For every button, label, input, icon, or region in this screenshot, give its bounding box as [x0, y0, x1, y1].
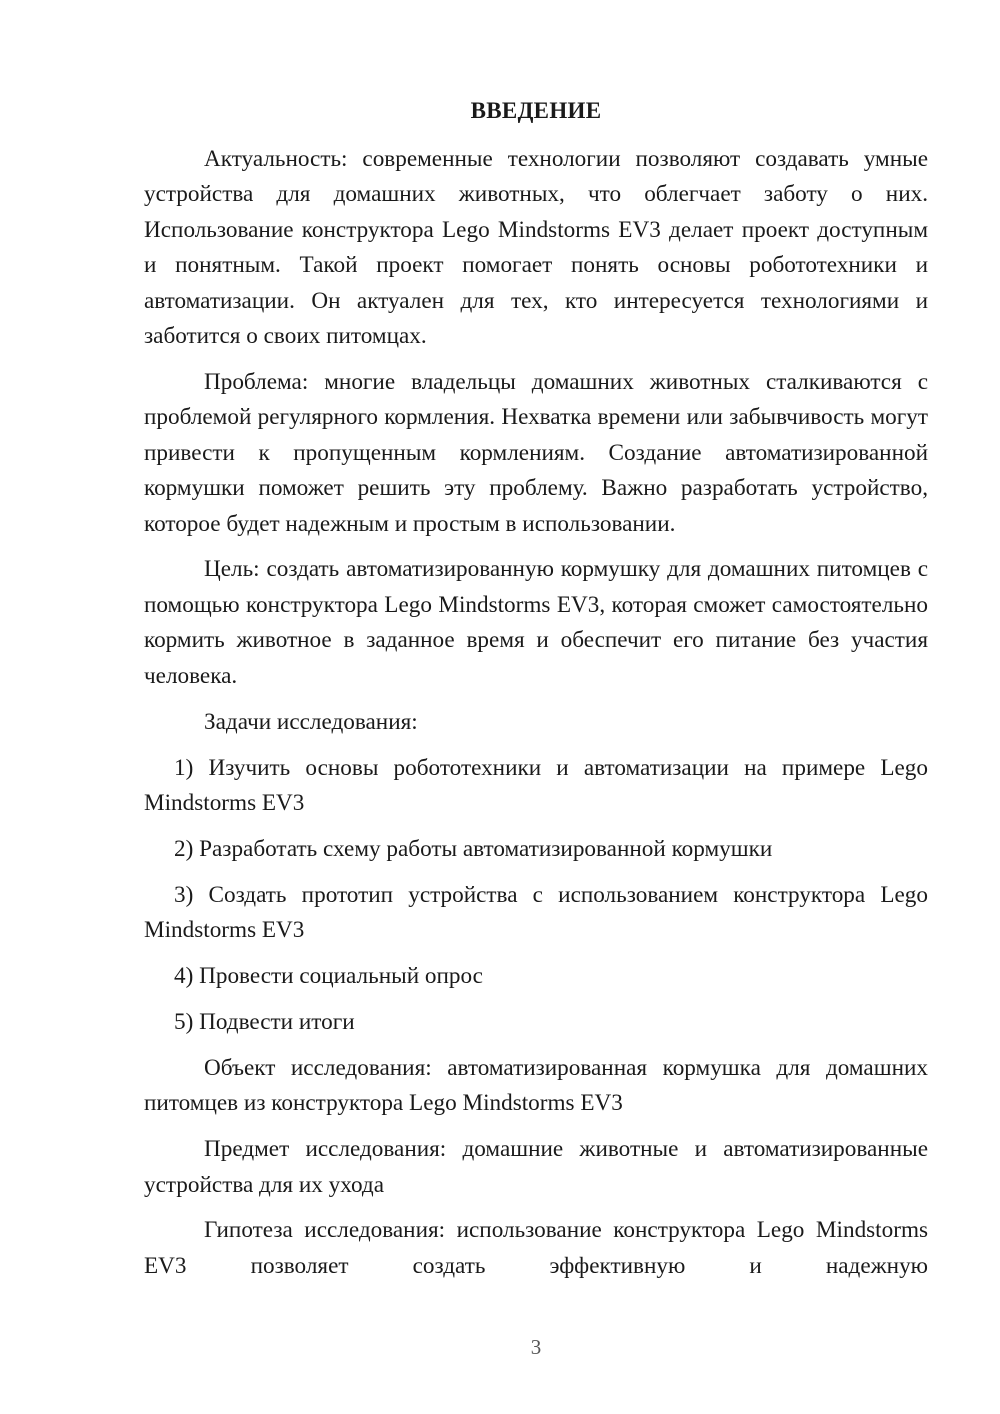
paragraph-problem: Проблема: многие владельцы домашних животных сталкиваются с проблемой регулярного кормления. Нехватка времени или забывчивость могут привести к пропущенным кормлениям. Создание автоматизированной кормушки поможет решить эту проблему. Важно разработать устройство, которое будет надежным и простым в использовании.: [144, 368, 928, 537]
paragraph-tasks-title: Задачи исследования:: [204, 708, 418, 735]
paragraph-object: Объект исследования: автоматизированная кормушка для домашних питомцев из конструктора Lego Mindstorms EV3: [144, 1054, 928, 1117]
paragraph-hypothesis: Гипотеза исследования: использование конструктора Lego Mindstorms EV3 позволяет создать эффективную и надежную: [144, 1217, 928, 1279]
task-item-4: 4) Провести социальный опрос: [174, 963, 483, 990]
task-item-5: 5) Подвести итоги: [174, 1008, 355, 1035]
task-item-3: 3) Создать прототип устройства с использованием конструктора Lego Mindstorms EV3: [144, 881, 928, 944]
task-item-2: 2) Разработать схему работы автоматизированной кормушки: [174, 835, 773, 862]
paragraph-goal: Цель: создать автоматизированную кормушку для домашних питомцев с помощью конструктора Lego Mindstorms EV3, которая сможет самостоятельно кормить животное в заданное время и обеспечит его питание без участия человека.: [144, 556, 928, 689]
section-heading: ВВЕДЕНИЕ: [470, 98, 602, 123]
page-number: 3: [530, 1335, 542, 1359]
paragraph-subject: Предмет исследования: домашние животные и автоматизированные устройства для их ухода: [144, 1136, 928, 1198]
body-text: [144, 142, 928, 1284]
paragraph-relevance: Актуальность: современные технологии позволяют создавать умные устройства для домашних животных, что облегчает заботу о них. Использование конструктора Lego Mindstorms EV3 делает проект доступным и понятным. Такой проект помогает понять основы робототехники и автоматизации. Он актуален для тех, кто интересуется технологиями и заботится о своих питомцах.: [144, 146, 928, 350]
task-item-1: 1) Изучить основы робототехники и автоматизации на примере Lego Mindstorms EV3: [144, 754, 928, 816]
